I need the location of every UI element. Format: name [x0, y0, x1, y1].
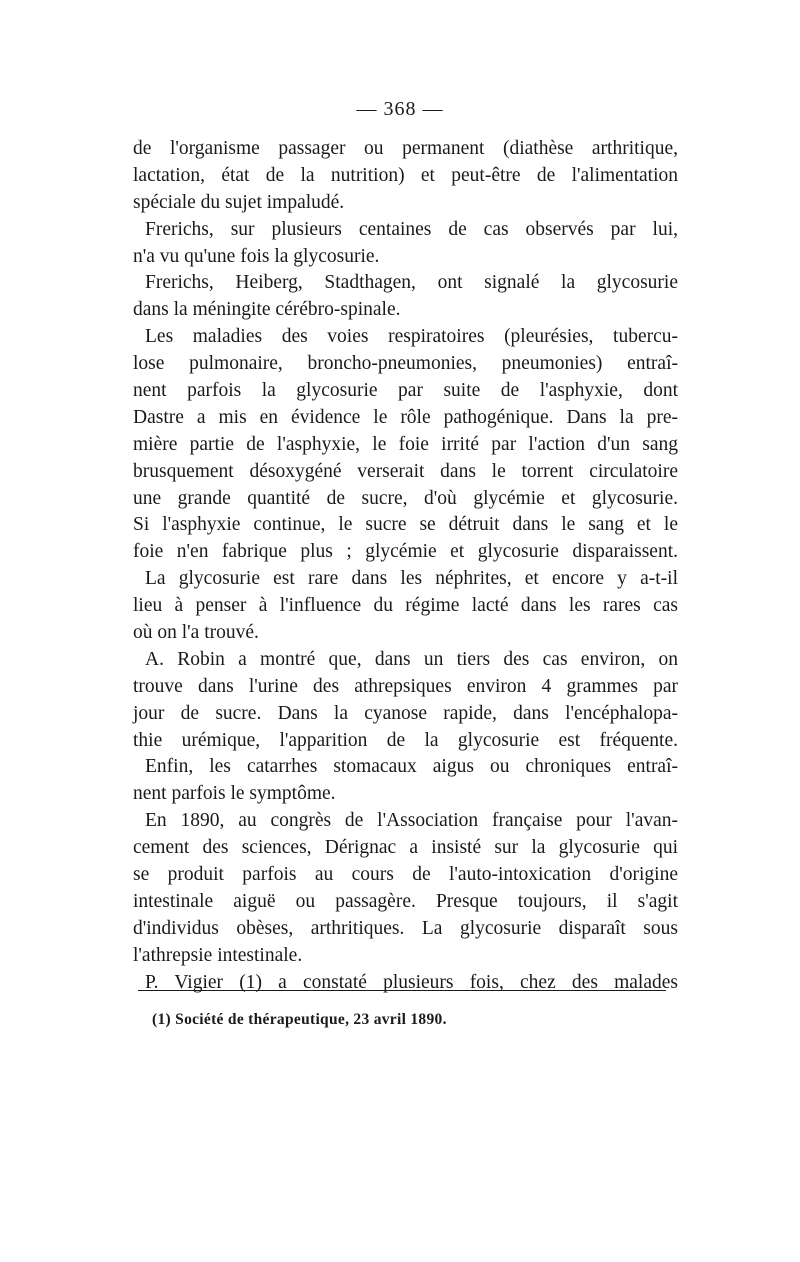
- text-line: une grande quantité de sucre, d'où glycémie et glycosurie.: [133, 487, 678, 509]
- text-line: dans la méningite cérébro-spinale.: [133, 299, 401, 321]
- text-line: spéciale du sujet impaludé.: [133, 191, 345, 213]
- text-line: brusquement désoxygéné verserait dans le torrent circulatoire: [133, 460, 678, 482]
- text-line: trouve dans l'urine des athrepsiques environ 4 grammes par: [133, 675, 678, 697]
- text-line: Enfin, les catarrhes stomacaux aigus ou chroniques entraî-: [145, 756, 678, 778]
- text-line: En 1890, au congrès de l'Association française pour l'avan-: [145, 810, 678, 832]
- text-line: lactation, état de la nutrition) et peut-être de l'alimentation: [133, 164, 678, 186]
- text-line: La glycosurie est rare dans les néphrites, et encore y a-t-il: [145, 568, 678, 590]
- text-line: n'a vu qu'une fois la glycosurie.: [133, 245, 380, 267]
- text-line: mière partie de l'asphyxie, le foie irrité par l'action d'un sang: [133, 433, 678, 455]
- text-line: d'individus obèses, arthritiques. La glycosurie disparaît sous: [133, 917, 678, 939]
- text-line: Les maladies des voies respiratoires (pleurésies, tubercu-: [145, 326, 678, 348]
- text-line: lieu à penser à l'influence du régime lacté dans les rares cas: [133, 595, 678, 617]
- text-line: Frerichs, sur plusieurs centaines de cas observés par lui,: [145, 218, 678, 240]
- text-line: Frerichs, Heiberg, Stadthagen, ont signalé la glycosurie: [145, 272, 678, 294]
- text-line: P. Vigier (1) a constaté plusieurs fois, chez des malades: [145, 971, 678, 993]
- text-line: de l'organisme passager ou permanent (diathèse arthritique,: [133, 138, 678, 159]
- text-line: Si l'asphyxie continue, le sucre se détruit dans le sang et le: [133, 514, 678, 536]
- body-text: [133, 136, 678, 997]
- text-line: où on l'a trouvé.: [133, 622, 259, 644]
- text-line: se produit parfois au cours de l'auto-intoxication d'origine: [133, 864, 678, 886]
- footnote-separator: [138, 990, 666, 991]
- text-line: l'athrepsie intestinale.: [133, 944, 303, 966]
- text-line: thie urémique, l'apparition de la glycosurie est fréquente.: [133, 729, 678, 751]
- text-line: lose pulmonaire, broncho-pneumonies, pneumonies) entraî-: [133, 353, 678, 375]
- text-line: foie n'en fabrique plus ; glycémie et glycosurie disparaissent.: [133, 541, 678, 563]
- page-number: — 368 —: [356, 98, 444, 120]
- text-line: A. Robin a montré que, dans un tiers des cas environ, on: [145, 648, 678, 670]
- text-line: nent parfois la glycosurie par suite de l'asphyxie, dont: [133, 380, 678, 402]
- text-line: intestinale aiguë ou passagère. Presque toujours, il s'agit: [133, 890, 678, 912]
- text-line: jour de sucre. Dans la cyanose rapide, dans l'encéphalopa-: [133, 702, 678, 724]
- text-line: nent parfois le symptôme.: [133, 783, 336, 805]
- text-line: cement des sciences, Dérignac a insisté sur la glycosurie qui: [133, 837, 678, 859]
- text-line: Dastre a mis en évidence le rôle pathogénique. Dans la pre-: [133, 406, 678, 428]
- footnote: (1) Société de thérapeutique, 23 avril 1890.: [152, 1011, 447, 1028]
